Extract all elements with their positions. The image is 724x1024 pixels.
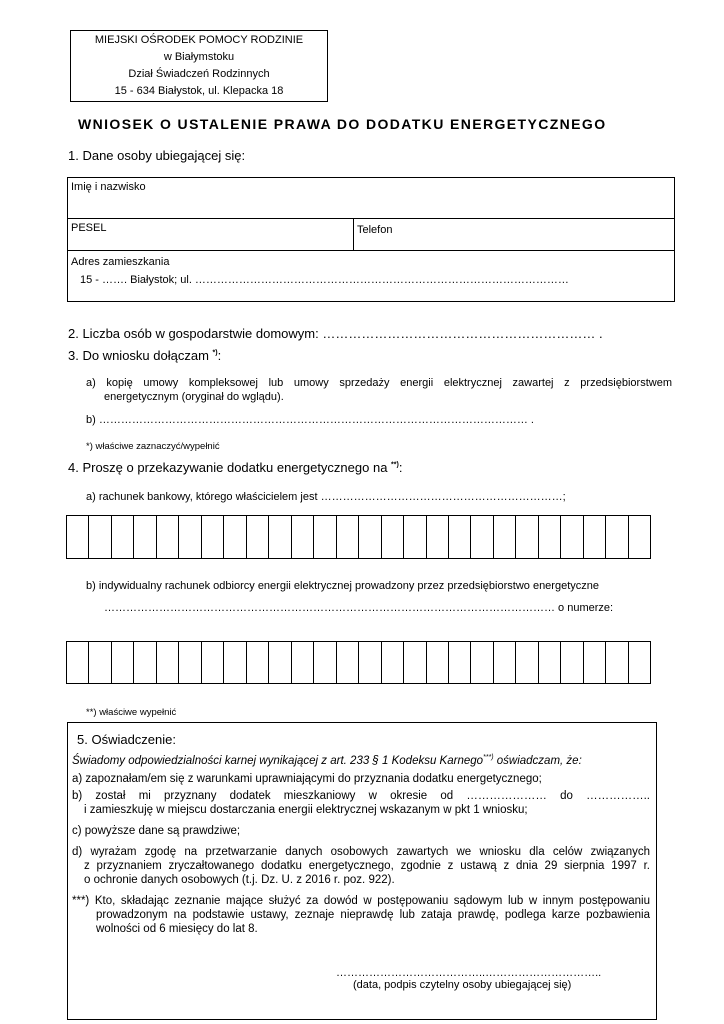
pesel-label: PESEL [71,222,107,234]
energy-account-option[interactable]: b) indywidualny rachunek odbiorcy energii elektrycznej prowadzony przez przedsiębiorstwo energetyczne [86,580,599,592]
address-field[interactable]: 15 - ……. Białystok; ul. ………………………………………………………………………………………… [80,274,569,286]
declaration-b-cont: i zamieszkuję w miejscu dostarczania energii elektrycznej wskazanym w pkt 1 wniosku; [84,804,528,816]
section5-heading: 5. Oświadczenie: [77,732,176,747]
institution-name: MIEJSKI OŚRODEK POMOCY RODZINIE [94,34,304,46]
section1-heading: 1. Dane osoby ubiegającej się: [68,148,246,163]
penalty-note-cont: prowadzonym na podstawie ustawy, zeznaje nieprawdę lub zataja prawdę, podlega karze pozbawienia [96,909,650,921]
declaration-intro: Świadomy odpowiedzialności karnej wynikającej z art. 233 § 1 Kodeksu Karnego***) oświadczam, że: [72,754,582,767]
document-title: WNIOSEK O USTALENIE PRAWA DO DODATKU ENERGETYCZNEGO [78,116,607,132]
declaration-a: a) zapoznałam/em się z warunkami uprawniającymi do przyznania dodatku energetycznego; [72,773,542,785]
address-label: Adres zamieszkania [71,256,170,268]
declaration-box [67,722,657,1020]
section3-heading: 3. Do wniosku dołączam *): [68,348,222,363]
declaration-d: d) wyrażam zgodę na przetwarzanie danych osobowych zawartych we wniosku dla celów związanych [72,846,650,858]
declaration-d-end: o ochronie danych osobowych (t.j. Dz. U. z 2016 r. poz. 922). [84,874,395,886]
bank-account-owner-field[interactable]: a) rachunek bankowy, którego właścicielem jest …………………………………………………………; [86,491,566,503]
attachment-a[interactable]: a) kopię umowy kompleksowej lub umowy sprzedaży energii elektrycznej zawartej z przedsiębiorstwem [86,377,672,389]
energy-account-number-boxes[interactable] [66,641,651,684]
phone-label: Telefon [357,224,393,236]
footnote-1: *) właściwe zaznaczyć/wypełnić [86,441,220,452]
penalty-note-end: wolności od 6 miesięcy do lat 8. [96,923,258,935]
household-count-field[interactable]: 2. Liczba osób w gospodarstwie domowym: ……………………………………………………… . [68,326,603,341]
penalty-note: ***) Kto, składając zeznanie mające służyć za dowód w postępowaniu sądowym lub w innym postępowaniu [72,895,650,907]
declaration-d-cont: z przyznaniem zryczałtowanego dodatku energetycznego, zgodnie z ustawą z dnia 29 sierpnia 1997 r. [84,860,650,872]
energy-company-field[interactable]: …………………………………………………………………………………………………………… o numerze: [104,602,614,614]
section4-heading: 4. Proszę o przekazywanie dodatku energetycznego na **): [68,460,403,475]
phone-field[interactable] [354,219,674,250]
pesel-field[interactable] [68,219,352,250]
attachment-a-cont: energetycznym (oryginał do wglądu). [104,391,284,403]
declaration-c: c) powyższe dane są prawdziwe; [72,825,241,837]
footnote-2: **) właściwe wypełnić [86,707,177,718]
bank-account-number-boxes[interactable] [66,515,651,559]
attachment-b-field[interactable]: b) ……………………………………………………………………………………………………… . [86,414,534,426]
institution-address: 15 - 634 Białystok, ul. Klepacka 18 [114,85,284,97]
applicant-data-table [67,177,675,302]
institution-department: Dział Świadczeń Rodzinnych [128,68,270,80]
declaration-b-field[interactable]: b) został mi przyznany dodatek mieszkaniowy w okresie od ………………… do …………….. [72,790,650,802]
name-field[interactable] [68,192,674,218]
institution-header [70,30,328,102]
signature-label: (data, podpis czytelny osoby ubiegającej się) [353,979,572,991]
institution-city: w Białymstoku [163,51,235,63]
name-label: Imię i nazwisko [71,181,146,193]
signature-field[interactable]: …………………………………..………………………….. [336,967,602,979]
